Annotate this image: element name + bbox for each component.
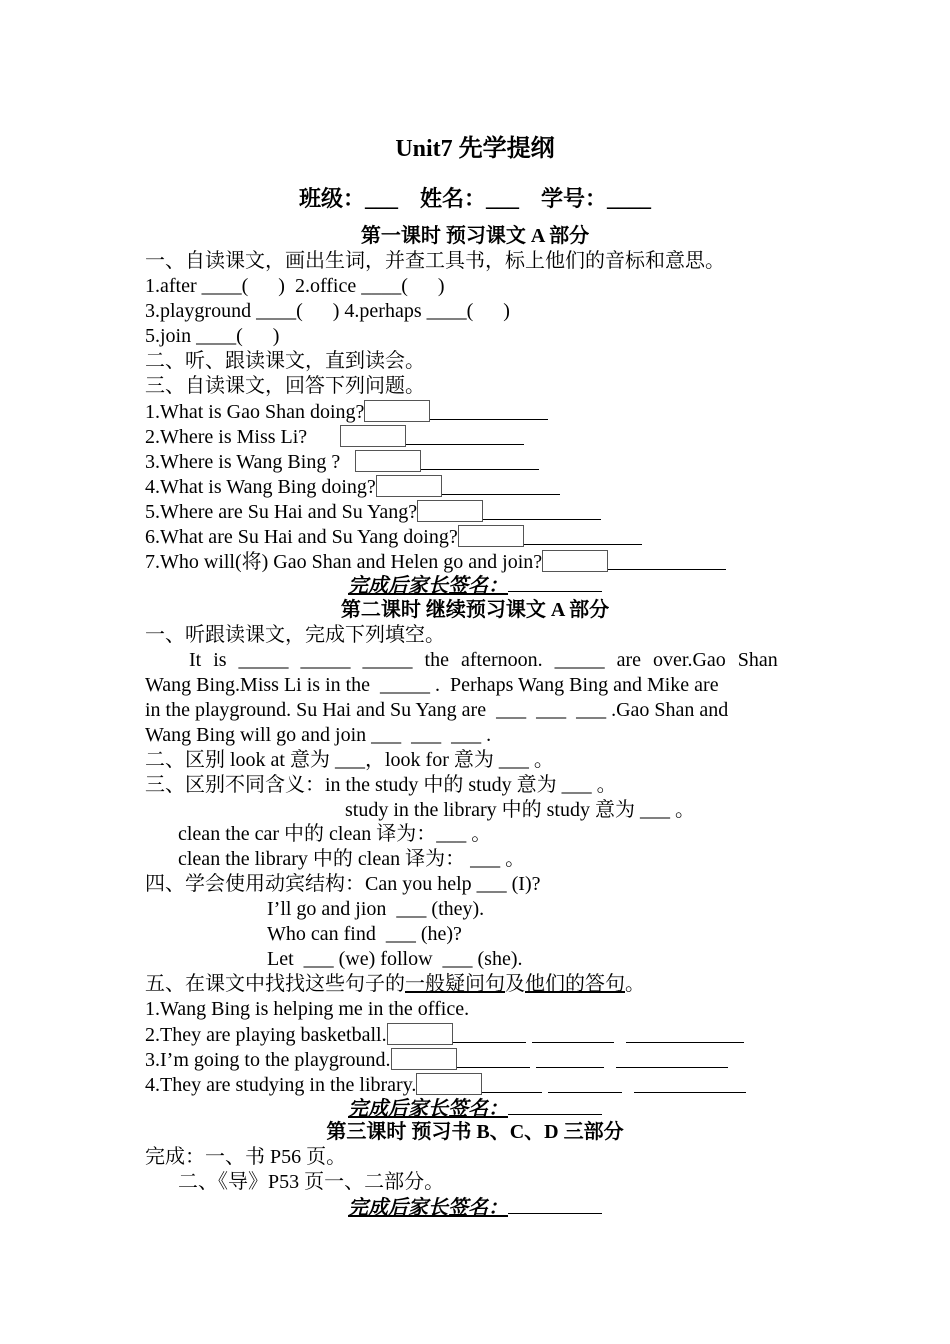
question-5 — [145, 499, 601, 523]
answer-line[interactable] — [430, 399, 548, 420]
task5-end: 。 — [625, 973, 645, 995]
lesson2-task3c: clean the car 中的 clean 译为：___ 。 — [178, 823, 492, 845]
lesson3-line2: 二、《导》P53 页一、二部分。 — [178, 1171, 445, 1193]
lesson2-task4d: Let ___ (we) follow ___ (she). — [267, 948, 523, 970]
student-info-line: 班级：___ 姓名：___ 学号：____ — [298, 186, 651, 211]
answer-box[interactable] — [391, 1048, 457, 1070]
answer-box[interactable] — [542, 550, 608, 572]
signature-field[interactable] — [508, 1195, 602, 1214]
question-text: 4.What is Wang Bing doing? — [145, 476, 376, 498]
fill-paragraph-line-1: It is _____ _____ _____ the afternoon. _____ are over.Gao Shan — [189, 649, 778, 671]
question-text: 6.What are Su Hai and Su Yang doing? — [145, 526, 458, 548]
answer-box[interactable] — [355, 450, 421, 472]
lesson1-task1: 一、自读课文，画出生词，并查工具书，标上他们的音标和意思。 — [145, 250, 725, 272]
signature-label: 完成后家长签名： — [348, 1197, 508, 1219]
vocab-line-3: 5.join ____( ) — [145, 325, 280, 347]
answer-line[interactable] — [482, 1072, 542, 1093]
sentence-4 — [145, 1072, 746, 1096]
answer-line[interactable] — [406, 424, 524, 445]
lesson1-header: 第一课时 预习课文 A 部分 — [360, 225, 590, 247]
answer-box[interactable] — [364, 400, 430, 422]
question-text: 3.Where is Wang Bing ? — [145, 451, 341, 473]
vocab-line-2: 3.playground ____( ) 4.perhaps ____( ) — [145, 300, 510, 322]
question-text: 7.Who will(将) Gao Shan and Helen go and join? — [145, 551, 543, 573]
task5-mid: 及 — [505, 973, 525, 995]
lesson3-line1: 完成：一、书 P56 页。 — [145, 1146, 347, 1168]
answer-box[interactable] — [376, 475, 442, 497]
question-4 — [145, 474, 560, 498]
answer-line[interactable] — [483, 499, 601, 520]
fill-paragraph-line-2: Wang Bing.Miss Li is in the _____ . Perhaps Wang Bing and Mike are — [145, 674, 719, 696]
answer-line[interactable] — [536, 1047, 604, 1068]
answer-line[interactable] — [457, 1047, 530, 1068]
parent-signature-3 — [0, 1195, 950, 1220]
task5-underlined-2: 他们的答句 — [525, 973, 625, 995]
question-3 — [145, 449, 539, 473]
question-2 — [145, 424, 524, 448]
answer-line[interactable] — [453, 1022, 526, 1043]
answer-line[interactable] — [524, 524, 642, 545]
task5-prefix: 五、在课文中找找这些句子的 — [145, 973, 405, 995]
answer-line[interactable] — [421, 449, 539, 470]
question-1 — [145, 399, 548, 423]
answer-line[interactable] — [548, 1072, 622, 1093]
question-text: 2.Where is Miss Li? — [145, 426, 308, 448]
lesson1-task2: 二、听、跟读课文，直到读会。 — [145, 350, 425, 372]
answer-box[interactable] — [387, 1023, 453, 1045]
sentence-text: 4.They are studying in the library. — [145, 1074, 417, 1096]
lesson2-task4c: Who can find ___ (he)? — [267, 923, 462, 945]
sentence-text: 2.They are playing basketball. — [145, 1024, 387, 1046]
vocab-line-1: 1.after ____( ) 2.office ____( ) — [145, 275, 445, 297]
signature-label: 完成后家长签名： — [348, 575, 508, 597]
sentence-3 — [145, 1047, 728, 1071]
parent-signature-1 — [0, 573, 950, 598]
signature-field[interactable] — [508, 1096, 602, 1115]
page-title: Unit7 先学提纲 — [395, 136, 555, 162]
signature-field[interactable] — [508, 573, 602, 592]
lesson2-task3a: 三、区别不同含义：in the study 中的 study 意为 ___ 。 — [145, 774, 617, 796]
question-text: 1.What is Gao Shan doing? — [145, 401, 365, 423]
lesson2-task4b: I’ll go and jion ___ (they). — [267, 898, 485, 920]
answer-box[interactable] — [458, 525, 524, 547]
question-text: 5.Where are Su Hai and Su Yang? — [145, 501, 418, 523]
answer-line[interactable] — [608, 549, 726, 570]
signature-label: 完成后家长签名： — [348, 1098, 508, 1120]
lesson2-task3d: clean the library 中的 clean 译为： ___ 。 — [178, 848, 526, 870]
task5-underlined-1: 一般疑问句 — [405, 973, 505, 995]
answer-box[interactable] — [417, 500, 483, 522]
answer-line[interactable] — [616, 1047, 728, 1068]
lesson2-task1: 一、听跟读课文，完成下列填空。 — [145, 624, 445, 646]
sentence-text: 3.I’m going to the playground. — [145, 1049, 391, 1071]
lesson2-task5 — [145, 972, 645, 996]
lesson2-task4a: 四、学会使用动宾结构：Can you help ___ (I)? — [145, 873, 541, 895]
answer-line[interactable] — [442, 474, 560, 495]
fill-paragraph-line-3: in the playground. Su Hai and Su Yang are ___ ___ ___ .Gao Shan and — [145, 699, 729, 721]
question-6 — [145, 524, 642, 548]
answer-box[interactable] — [416, 1073, 482, 1095]
sentence-1: 1.Wang Bing is helping me in the office. — [145, 998, 470, 1020]
lesson2-task2: 二、区别 look at 意为 ___，look for 意为 ___ 。 — [145, 749, 554, 771]
answer-box[interactable] — [340, 425, 406, 447]
lesson3-header: 第三课时 预习书 B、C、D 三部分 — [326, 1121, 624, 1143]
lesson2-header: 第二课时 继续预习课文 A 部分 — [340, 599, 610, 621]
answer-line[interactable] — [634, 1072, 746, 1093]
lesson2-task3b: study in the library 中的 study 意为 ___ 。 — [345, 799, 695, 821]
sentence-2 — [145, 1022, 744, 1046]
answer-line[interactable] — [532, 1022, 614, 1043]
question-7 — [145, 549, 726, 573]
lesson1-task3: 三、自读课文，回答下列问题。 — [145, 375, 425, 397]
parent-signature-2 — [0, 1096, 950, 1121]
answer-line[interactable] — [626, 1022, 744, 1043]
fill-paragraph-line-4: Wang Bing will go and join ___ ___ ___ . — [145, 724, 492, 746]
